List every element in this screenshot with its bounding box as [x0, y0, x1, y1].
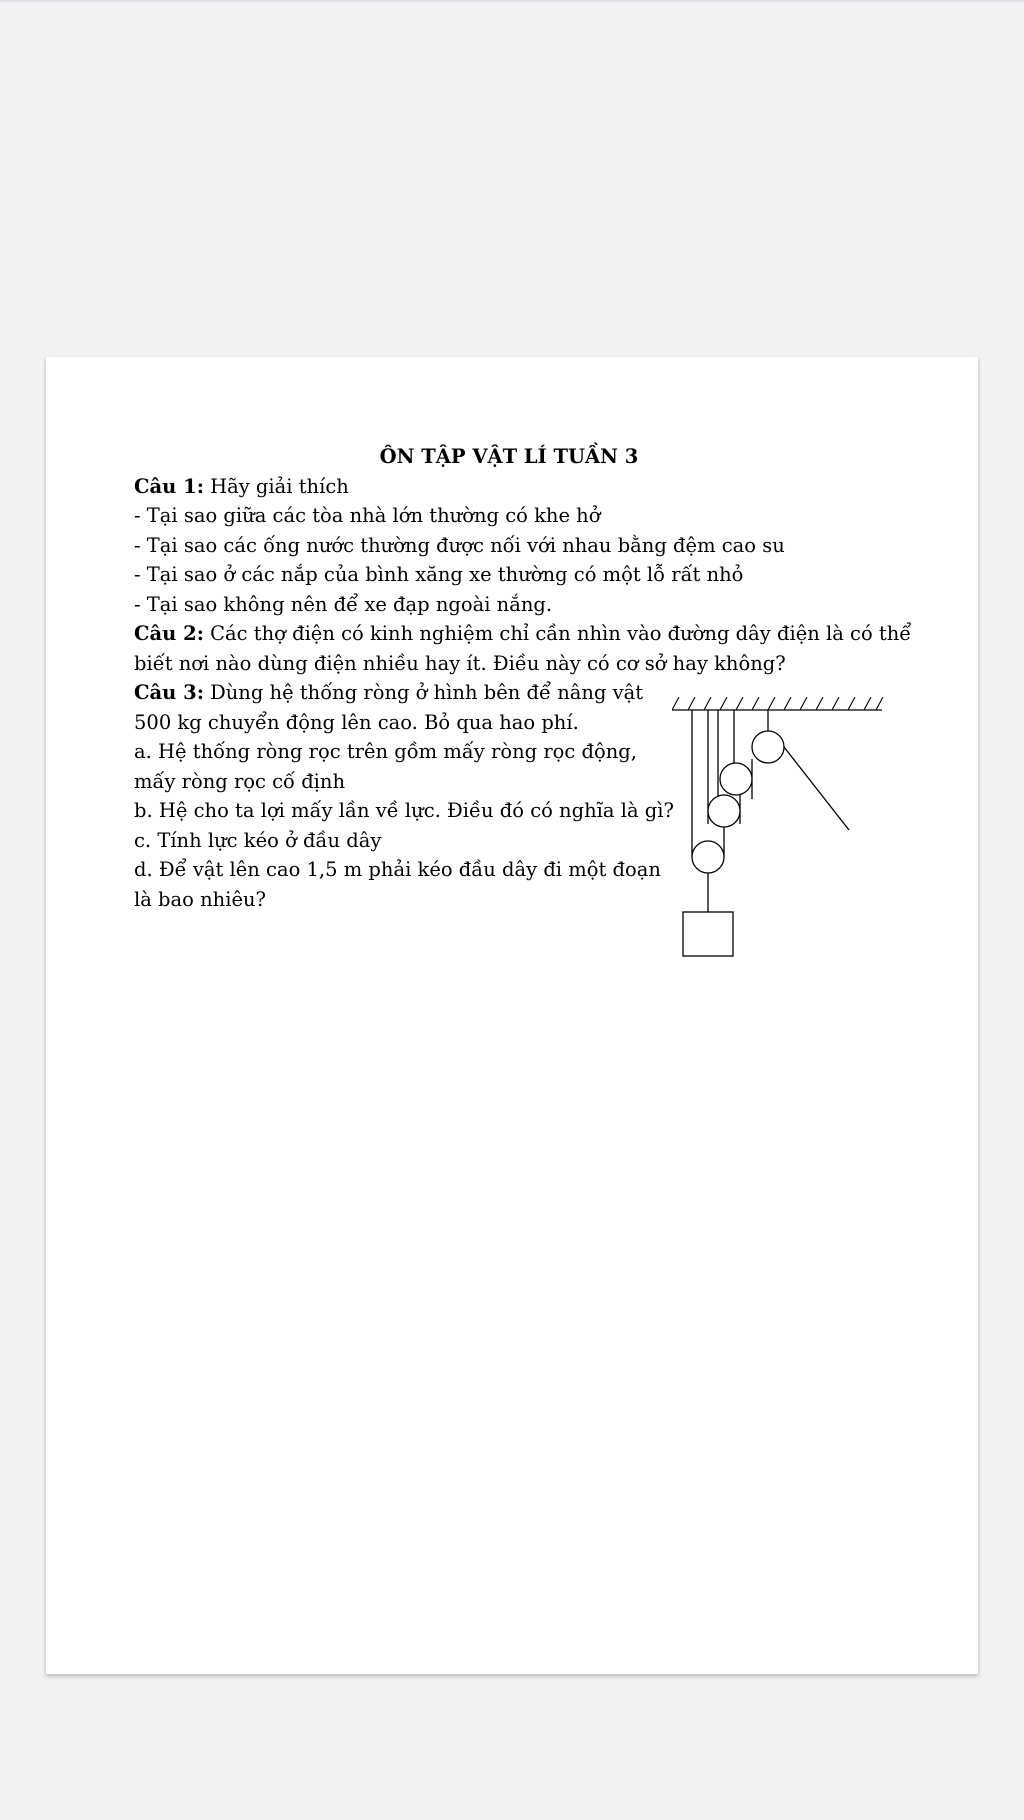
- fixed-pulley: [752, 731, 784, 763]
- question-2: [134, 619, 912, 649]
- question-1-item: - Tại sao giữa các tòa nhà lớn thường có khe hở: [134, 504, 601, 527]
- question-3-part-b: b. Hệ cho ta lợi mấy lần về lực. Điều đó có nghĩa là gì?: [134, 799, 674, 822]
- movable-pulley: [692, 841, 724, 873]
- question-1-label: Câu 1:: [134, 474, 204, 498]
- top-edge: [0, 0, 1024, 3]
- document-page: [46, 357, 978, 1674]
- question-3-text: Dùng hệ thống ròng ở hình bên để nâng vật: [203, 681, 644, 704]
- question-2-label: Câu 2:: [134, 622, 204, 645]
- question-3-part-a-cont: mấy ròng rọc cố định: [134, 769, 346, 793]
- question-1-item: - Tại sao ở các nắp của bình xăng xe thường có một lỗ rất nhỏ: [134, 563, 744, 586]
- question-1-text: Hãy giải thích: [203, 474, 349, 498]
- question-2-text: Các thợ điện có kinh nghiệm chỉ cần nhìn vào đường dây điện là có thể: [203, 622, 912, 645]
- question-1: [134, 472, 894, 502]
- question-1-item: - Tại sao các ống nước thường được nối với nhau bằng đệm cao su: [134, 533, 785, 557]
- question-2-text-cont: biết nơi nào dùng điện nhiều hay ít. Điều này có cơ sở hay không?: [134, 651, 786, 675]
- question-1-item: - Tại sao không nên để xe đạp ngoài nắng.: [134, 592, 553, 616]
- movable-pulley: [720, 763, 752, 795]
- pull-rope: [784, 747, 849, 830]
- question-3-part-a: a. Hệ thống ròng rọc trên gồm mấy ròng rọc động,: [134, 740, 637, 763]
- pulley-system-diagram-icon: [672, 697, 942, 967]
- question-3-part-d: d. Để vật lên cao 1,5 m phải kéo đầu dây đi một đoạn: [134, 858, 661, 881]
- question-3-part-c: c. Tính lực kéo ở đầu dây: [134, 828, 382, 852]
- question-3-label: Câu 3:: [134, 681, 204, 704]
- page-title: ÔN TẬP VẬT LÍ TUẦN 3: [379, 445, 639, 468]
- movable-pulley: [708, 795, 740, 827]
- ceiling-hatch: [672, 697, 883, 710]
- question-3-text-cont: 500 kg chuyển động lên cao. Bỏ qua hao phí.: [134, 710, 579, 734]
- question-3-part-d-cont: là bao nhiêu?: [134, 887, 267, 911]
- load-block: [683, 912, 733, 956]
